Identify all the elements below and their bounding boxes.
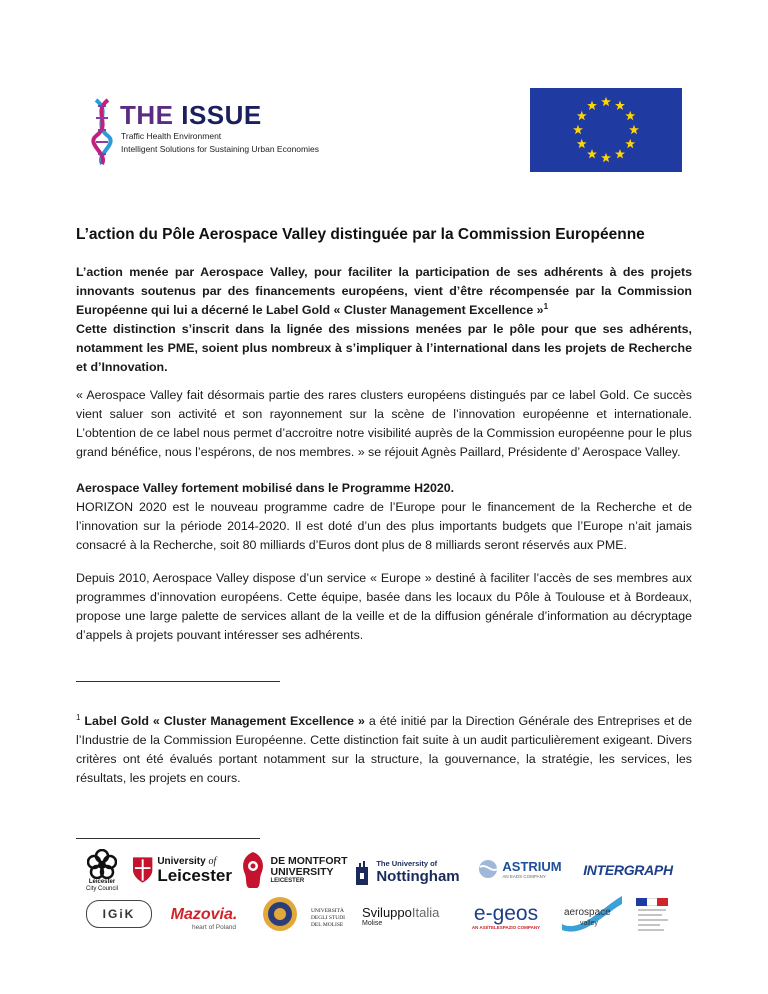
university-of-leicester-logo (132, 850, 232, 890)
sviluppo-italia-logo (362, 900, 458, 932)
footnote-number: 1 (76, 712, 81, 722)
cinquefoil-icon (87, 849, 117, 879)
shield-icon (132, 856, 153, 884)
logo-subtitle-2: Intelligent Solutions for Sustaining Urban Economies (121, 144, 319, 154)
footnote-label: Label Gold « Cluster Management Excellence » (84, 714, 365, 728)
universita-molise-logo (304, 898, 352, 938)
astrium-line1: ASTRIUM (502, 859, 562, 874)
nottingham-line2: Nottingham (376, 868, 460, 885)
sviluppo-line2: Molise (362, 920, 383, 927)
section-heading: Aerospace Valley fortement mobilisé dans le Programme H2020. (76, 481, 455, 495)
globe-icon (478, 859, 498, 879)
logo-the: THE (120, 100, 174, 130)
footnote-text: a été initié par la Direction Générale des Entreprises et de l’Industrie de la Commission Européenne. Cette distinction fait suite à un audit particulièrement exigeant. Divers critères ont été évalués portant notamment sur la structure, la gouvernance, la stratégie, les services, les résultats, les projets en cours. (76, 714, 692, 785)
ministry-text-block-icon (636, 906, 676, 936)
dna-helix-icon (88, 98, 118, 166)
eu-flag-icon (530, 88, 682, 172)
partners-divider (76, 838, 260, 839)
aerospace-valley-line2: valley (580, 920, 598, 927)
egeos-line1: e-geos (473, 901, 539, 925)
h2020-paragraph: HORIZON 2020 est le nouveau programme cadre de l’Europe pour le financement de la Recherche et de l’innovation sur la période 2014-2020. Il est doté d’un des plus importants budgets que l’Europe n’ait jamais consacré à la Recherche, soit 80 milliards d’Euros dont plus de 8 milliards seront réservés aux PME. (76, 500, 692, 552)
dmu-line2: UNIVERSITY (270, 866, 334, 878)
europe-service-paragraph: Depuis 2010, Aerospace Valley dispose d’un service « Europe » destiné à faciliter l’accès de ses membres aux programmes d’innovation européens. Cette équipe, basée dans les locaux du Pôle à Toulouse et à Bordeaux, propose une large palette de services allant de la veille et de la diffusion générale d’information au décryptage d’appels à projets pouvant intéresser ses adhérents. (76, 571, 692, 642)
leicester-council-label (86, 879, 118, 893)
intergraph-text: INTERGRAPH (583, 862, 673, 878)
de-montfort-university-logo (238, 846, 348, 894)
lead-paragraph-1 (76, 263, 692, 320)
french-government-logo (636, 894, 680, 940)
logo-subtitle-1: Traffic Health Environment (121, 131, 222, 141)
uol-line1: University of (157, 856, 217, 867)
footnote (76, 712, 692, 788)
mazovia-line2: heart of Poland (191, 923, 237, 931)
mazovia-logo (166, 898, 242, 938)
article-title: L’action du Pôle Aerospace Valley distinguée par la Commission Européenne (76, 226, 645, 243)
e-geos-logo (464, 898, 548, 934)
nottingham-line1: The University of (376, 859, 438, 868)
quote-paragraph: « Aerospace Valley fait désormais partie des rares clusters européens distingués par ce label Gold. Ce succès vient saluer son activité et son rayonnement sur la scène de l’innovation européenne et internationale. L’obtention de ce label nous permet d’accroitre notre visibilité auprès de la Commission européenne pour le plus grand bénéfice, nous l’espérons, de nos membres. » se réjouit Agnès Paillard, Présidente d’ Aerospace Valley. (76, 388, 692, 459)
footnote-ref[interactable]: 1 (543, 301, 549, 311)
logo-title (120, 100, 262, 131)
dmu-line3: LEICESTER (270, 878, 305, 884)
university-of-nottingham-logo (352, 850, 462, 894)
french-flag-icon (636, 898, 668, 906)
footnote-divider (76, 681, 280, 682)
lead-paragraph-1-text: L’action menée par Aerospace Valley, pour faciliter la participation de ses adhérents à des projets innovants soutenus par des financements européens, vient d’être récompensée par la Commission Européenne qui lui a décerné le Label Gold « Cluster Management Excellence » (76, 265, 692, 317)
lion-icon (239, 850, 267, 890)
astrium-line2: AN EADS COMPANY (502, 874, 546, 879)
astrium-logo (474, 854, 566, 884)
leicester-council-line1: Leicester (88, 879, 116, 885)
lead-paragraph-2: Cette distinction s’inscrit dans la lignée des missions menées par le pôle pour que ses adhérents, notamment les PME, soient plus nombreux à s’impliquer à l’international dans les projets de Recherche et d’Innovation. (76, 322, 692, 374)
leicester-city-council-logo (80, 846, 124, 896)
intergraph-logo (580, 858, 676, 882)
sviluppo-line1: SviluppoItalia (362, 905, 440, 920)
egeos-line2: AN ASI/TELESPAZIO COMPANY (471, 924, 541, 930)
igik-logo (86, 900, 152, 928)
aerospace-valley-line1: aerospace (564, 907, 611, 918)
castle-icon (354, 859, 370, 885)
leicester-council-line2: City Council (85, 886, 118, 892)
molise-seal-icon (262, 896, 298, 932)
mazovia-line1: Mazovia. (170, 905, 238, 923)
dmu-line1: DE MONTFORT (270, 855, 348, 867)
aerospace-valley-logo (560, 894, 624, 938)
igik-text: IGiK (102, 907, 136, 921)
logo-issue: ISSUE (181, 100, 262, 130)
the-issue-logo (88, 98, 328, 166)
unimol-label: UNIVERSITÀ DEGLI STUDI DEL MOLISE (310, 907, 346, 928)
uol-line2: Leicester (157, 866, 232, 885)
